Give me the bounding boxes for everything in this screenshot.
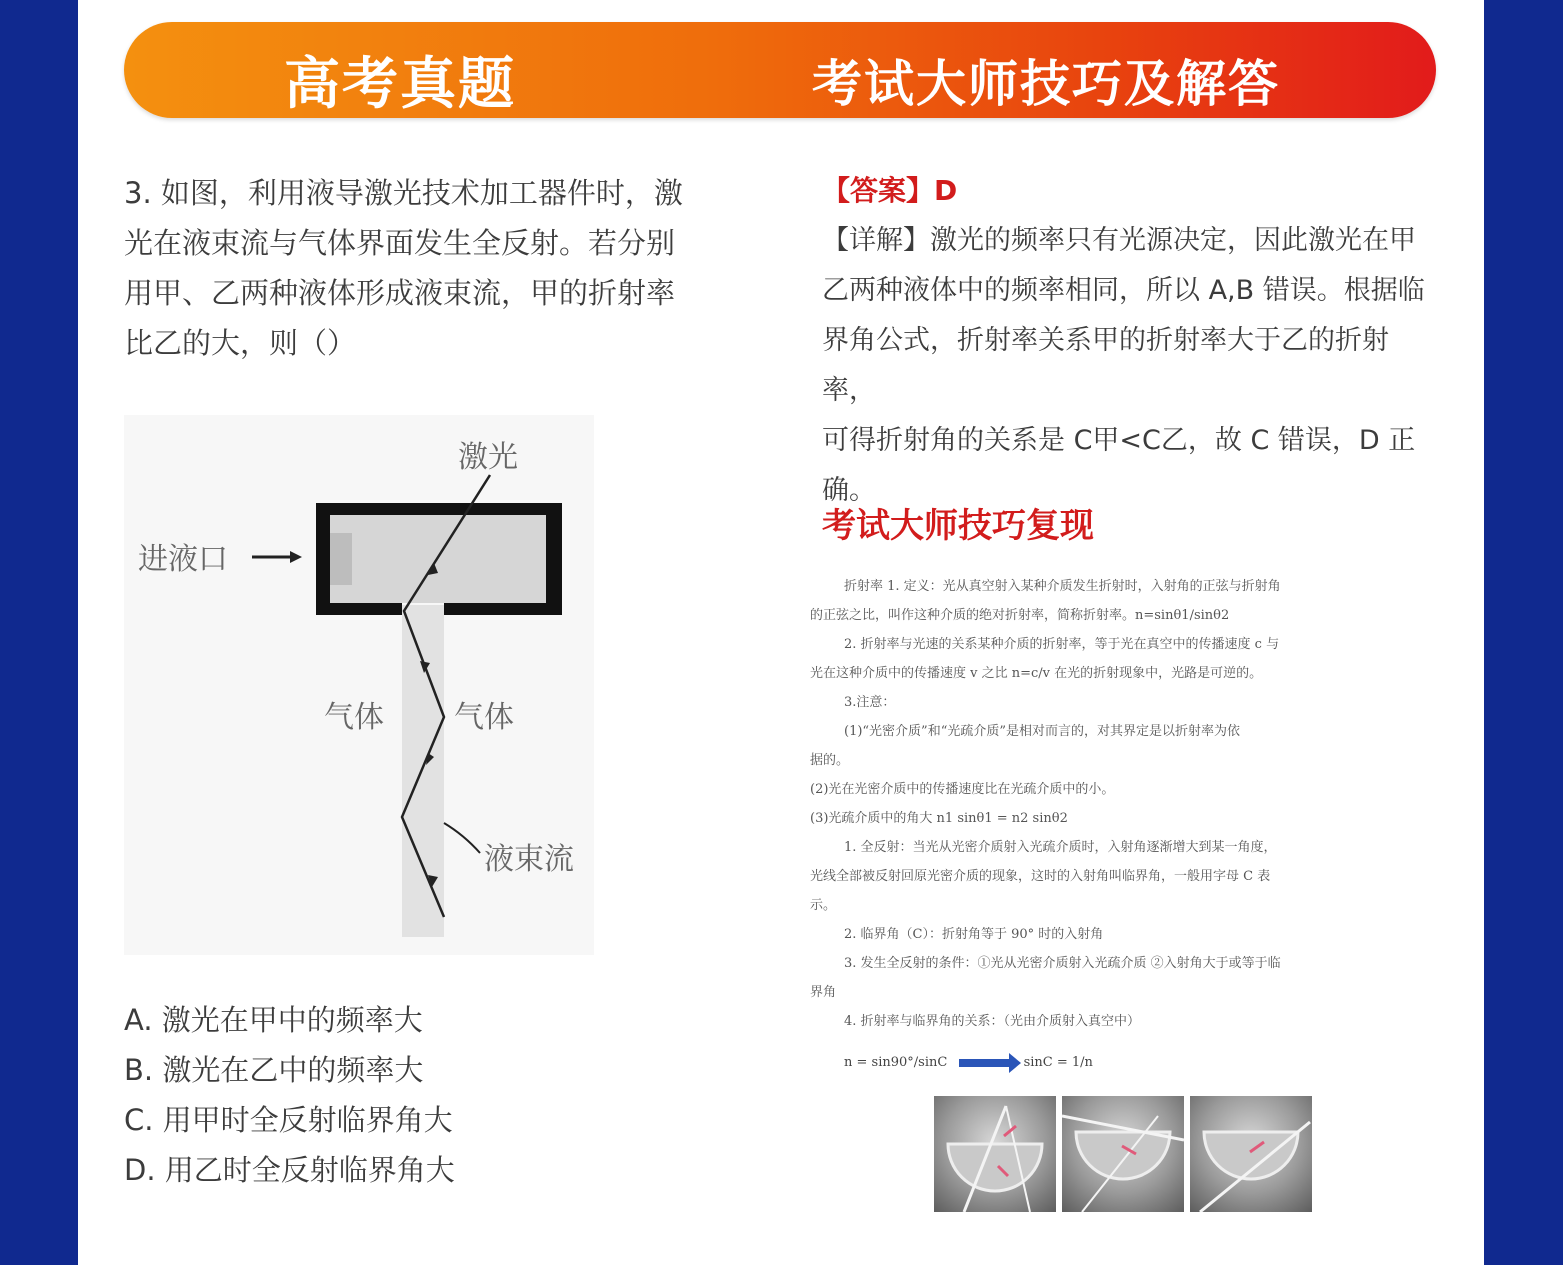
answer-section xyxy=(822,166,1442,516)
banner-title-left: 高考真题 xyxy=(284,52,516,117)
formula-right: sinC = 1/n xyxy=(1023,1055,1093,1070)
question-line: 用甲、乙两种液体形成液束流，甲的折射率 xyxy=(124,276,676,310)
note-line: 3. 发生全反射的条件：①光从光密介质射入光疏介质 ②入射角大于或等于临 xyxy=(844,956,1281,971)
note-line: (1)“光密介质”和“光疏介质”是相对而言的，对其界定是以折射率为依 xyxy=(844,724,1240,739)
formula-left: n = sin90°/sinC xyxy=(844,1055,948,1070)
note-line: 界角 xyxy=(810,985,837,1000)
label-gas-left: 气体 xyxy=(324,700,384,735)
page xyxy=(78,0,1484,1265)
skill-title: 考试大师技巧复现 xyxy=(822,506,1094,546)
skill-notes xyxy=(810,572,1440,1036)
refraction-photos xyxy=(934,1096,1318,1212)
option-d: D. 用乙时全反射临界角大 xyxy=(124,1153,455,1187)
note-line: 光在这种介质中的传播速度 v 之比 n=c/v 在光的折射现象中，光路是可逆的。 xyxy=(810,666,1263,681)
explanation-line: 【详解】激光的频率只有光源决定，因此激光在甲 xyxy=(822,225,1416,256)
semicircle-prism-graphic xyxy=(1190,1096,1312,1212)
question-line: 光在液束流与气体界面发生全反射。若分别 xyxy=(124,226,676,260)
refraction-photo xyxy=(934,1096,1056,1212)
header-banner xyxy=(124,22,1436,118)
option-c: C. 用甲时全反射临界角大 xyxy=(124,1103,453,1137)
note-line: 2. 折射率与光速的关系某种介质的折射率，等于光在真空中的传播速度 c 与 xyxy=(844,637,1280,652)
question-text xyxy=(124,168,734,368)
refraction-photo xyxy=(1190,1096,1312,1212)
refraction-photo xyxy=(1062,1096,1184,1212)
note-line: 的正弦之比，叫作这种介质的绝对折射率，简称折射率。n=sinθ1/sinθ2 xyxy=(810,608,1230,623)
laser-diagram xyxy=(124,415,594,955)
arrow-right-icon xyxy=(959,1059,1011,1067)
option-b: B. 激光在乙中的频率大 xyxy=(124,1053,424,1087)
label-gas-right: 气体 xyxy=(454,700,514,735)
note-line: (3)光疏介质中的角大 n1 sinθ1 = n2 sinθ2 xyxy=(810,811,1068,826)
note-line: 据的。 xyxy=(810,753,850,768)
note-line: 2. 临界角（C）：折射角等于 90° 时的入射角 xyxy=(844,927,1104,942)
note-line: 示。 xyxy=(810,898,837,913)
note-line: 1. 全反射：当光从光密介质射入光疏介质时，入射角逐渐增大到某一角度， xyxy=(844,840,1277,855)
note-line: 光线全部被反射回原光密介质的现象，这时的入射角叫临界角，一般用字母 C 表 xyxy=(810,869,1271,884)
formula-row xyxy=(844,1055,1093,1085)
label-inlet: 进液口 xyxy=(138,542,228,577)
explanation-line: 可得折射角的关系是 C甲<C乙，故 C 错误，D 正确。 xyxy=(822,425,1416,506)
explanation-line: 界角公式，折射率关系甲的折射率大于乙的折射率， xyxy=(822,325,1389,406)
answer-key: 【答案】D xyxy=(822,174,958,207)
liquid-stream xyxy=(402,605,444,937)
note-line: 折射率 1. 定义：光从真空射入某种介质发生折射时，入射角的正弦与折射角 xyxy=(844,579,1281,594)
label-stream: 液束流 xyxy=(484,842,574,877)
banner-title-right: 考试大师技巧及解答 xyxy=(812,55,1280,113)
semicircle-prism-graphic xyxy=(1062,1096,1184,1212)
inlet-opening xyxy=(330,533,352,585)
question-line: 比乙的大，则（） xyxy=(124,326,357,360)
option-a: A. 激光在甲中的频率大 xyxy=(124,1003,423,1037)
laser-diagram-svg xyxy=(124,415,594,955)
label-laser: 激光 xyxy=(458,440,518,475)
note-line: (2)光在光密介质中的传播速度比在光疏介质中的小。 xyxy=(810,782,1115,797)
answer-options xyxy=(124,995,455,1195)
semicircle-prism-graphic xyxy=(934,1096,1056,1212)
question-line: 3. 如图，利用液导激光技术加工器件时，激 xyxy=(124,176,683,210)
note-line: 3.注意： xyxy=(844,695,896,710)
note-line: 4. 折射率与临界角的关系：（光由介质射入真空中） xyxy=(844,1014,1141,1029)
explanation-line: 乙两种液体中的频率相同，所以 A,B 错误。根据临 xyxy=(822,275,1425,306)
